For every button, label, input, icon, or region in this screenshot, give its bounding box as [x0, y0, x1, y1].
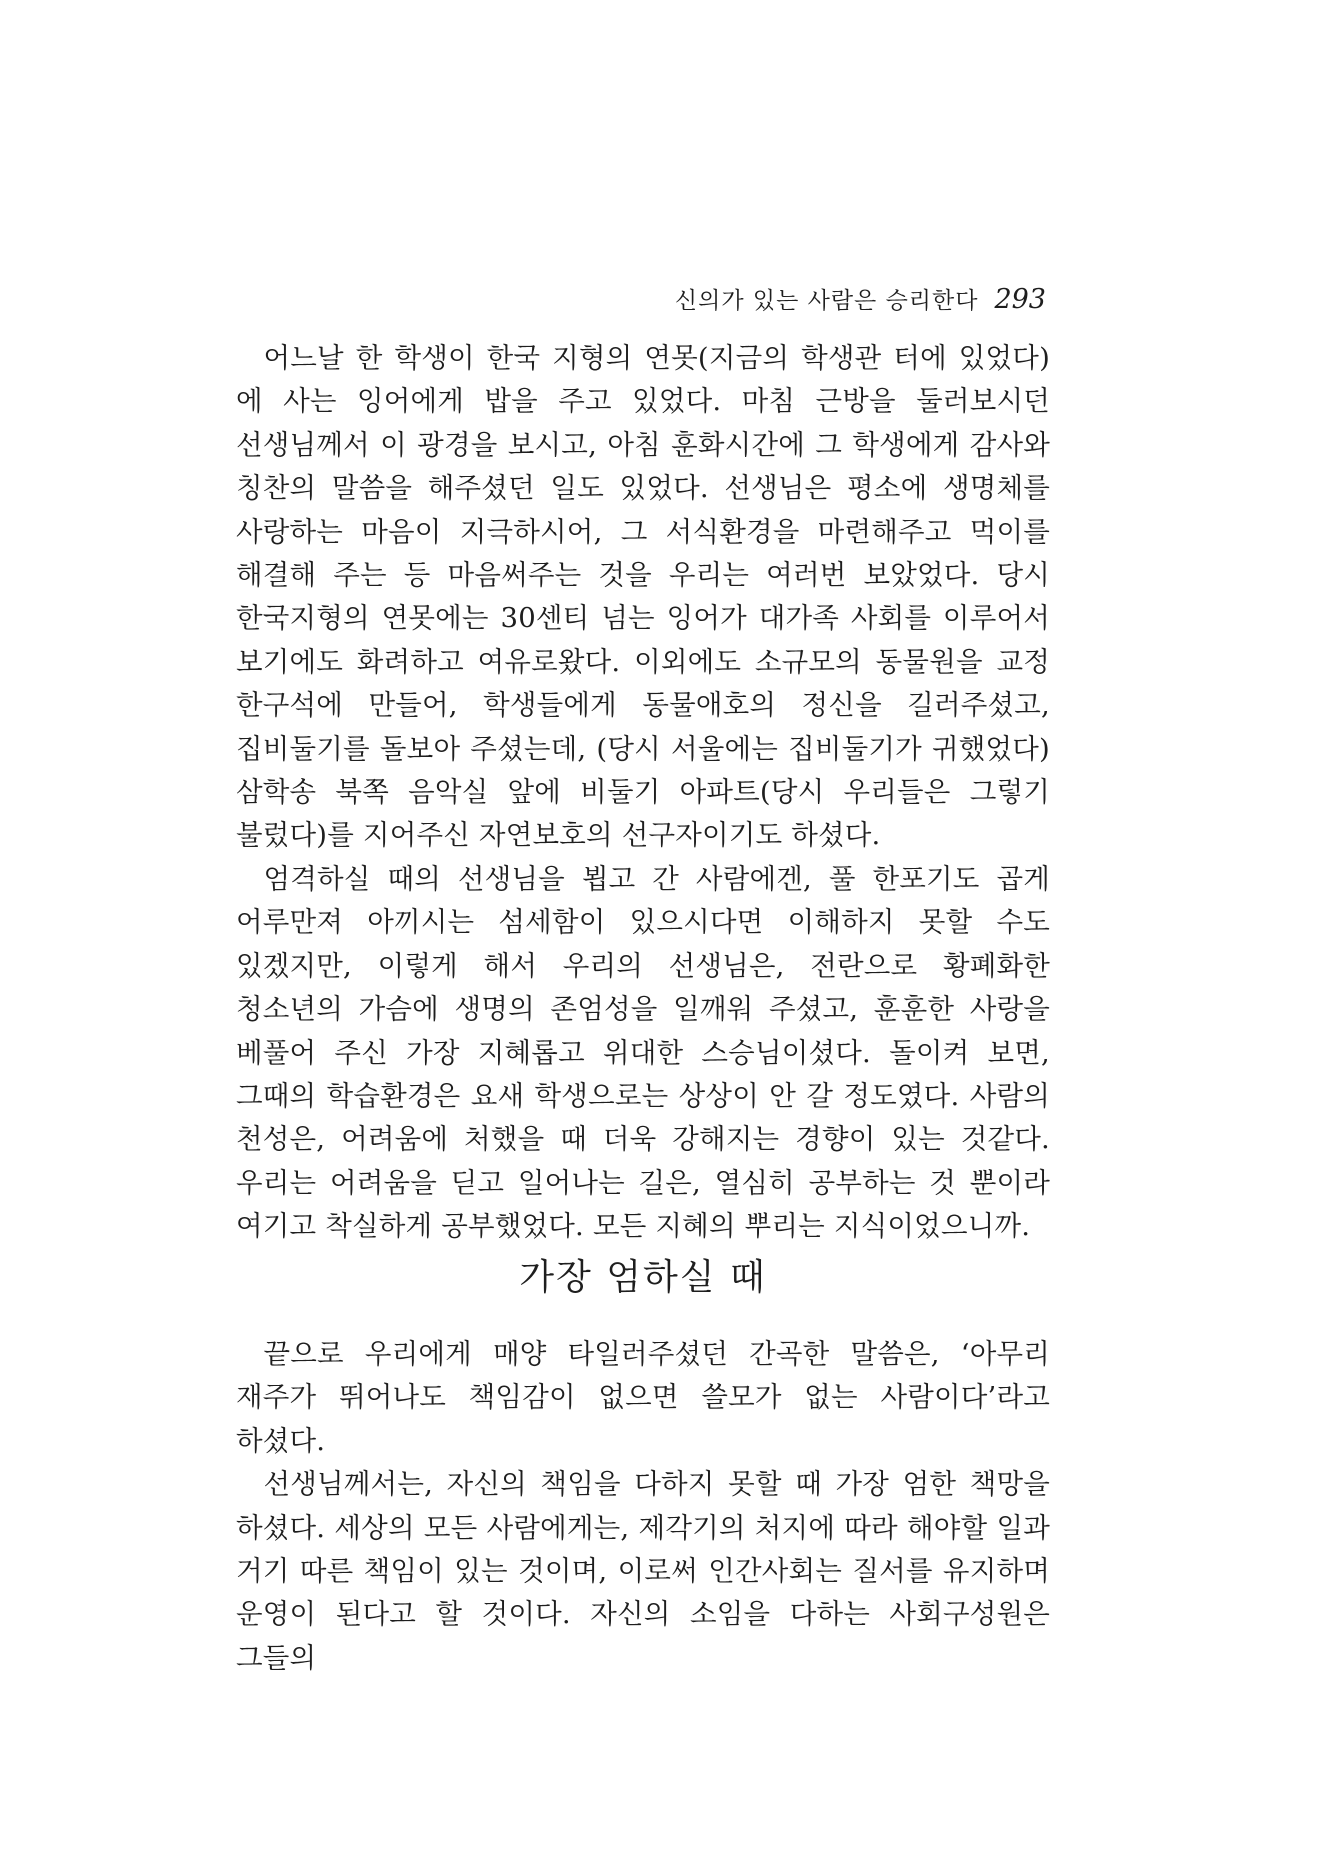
running-header: [675, 282, 1046, 315]
body-text-before-section: [236, 337, 1050, 1249]
body-text-after-section: [236, 1333, 1050, 1680]
paragraph: 어느날 한 학생이 한국 지형의 연못(지금의 학생관 터에 있었다)에 사는 잉어에게 밥을 주고 있었다. 마침 근방을 둘러보시던 선생님께서 이 광경을 보시고, 아침 훈화시간에 그 학생에게 감사와 칭찬의 말씀을 해주셨던 일도 있었다. 선생님은 평소에 생명체를 사랑하는 마음이 지극하시어, 그 서식환경을 마련해주고 먹이를 해결해 주는 등 마음써주는 것을 우리는 여러번 보았었다. 당시 한국지형의 연못에는 30센티 넘는 잉어가 대가족 사회를 이루어서 보기에도 화려하고 여유로왔다. 이외에도 소규모의 동물원을 교정 한구석에 만들어, 학생들에게 동물애호의 정신을 길러주셨고, 집비둘기를 돌보아 주셨는데, (당시 서울에는 집비둘기가 귀했었다) 삼학송 북쪽 음악실 앞에 비둘기 아파트(당시 우리들은 그렇기 불렀다)를 지어주신 자연보호의 선구자이기도 하셨다.: [236, 342, 1050, 852]
paragraph: 엄격하실 때의 선생님을 뵙고 간 사람에겐, 풀 한포기도 곱게 어루만져 아끼시는 섬세함이 있으시다면 이해하지 못할 수도 있겠지만, 이렇게 해서 우리의 선생님은, 전란으로 황폐화한 청소년의 가슴에 생명의 존엄성을 일깨워 주셨고, 훈훈한 사랑을 베풀어 주신 가장 지혜롭고 위대한 스승님이셨다. 돌이켜 보면, 그때의 학습환경은 요새 학생으로는 상상이 안 갈 정도였다. 사람의 천성은, 어려움에 처했을 때 더욱 강해지는 경향이 있는 것같다. 우리는 어려움을 딛고 일어나는 길은, 열심히 공부하는 것 뿐이라 여기고 착실하게 공부했었다. 모든 지혜의 뿌리는 지식이었으니까.: [236, 862, 1050, 1243]
running-title: 신의가 있는 사람은 승리한다: [674, 288, 979, 314]
section-title: 가장 엄하실 때: [519, 1257, 767, 1298]
page-number: 293: [994, 284, 1046, 315]
paragraph: 선생님께서는, 자신의 책임을 다하지 못할 때 가장 엄한 책망을 하셨다. 세상의 모든 사람에게는, 제각기의 처지에 따라 해야할 일과 거기 따른 책임이 있는 것이며, 이로써 인간사회는 질서를 유지하며 운영이 된다고 할 것이다. 자신의 소임을 다하는 사회구성원은 그들의: [236, 1468, 1050, 1674]
paragraph: 끝으로 우리에게 매양 타일러주셨던 간곡한 말씀은, ‘아무리 재주가 뛰어나도 책임감이 없으면 쓸모가 없는 사람이다’라고 하셨다.: [236, 1338, 1050, 1457]
